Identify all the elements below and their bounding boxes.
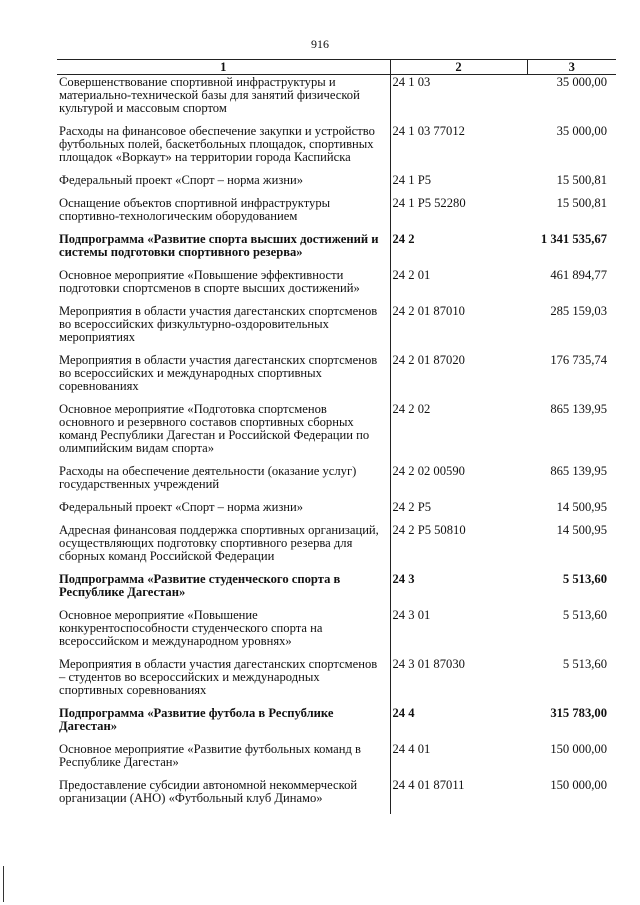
row-name: Мероприятия в области участия дагестанских спортсменов во всероссийских физкультурно-оздоровительных мероприятиях [59, 304, 378, 344]
row-name: Основное мероприятие «Развитие футбольных команд в Республике Дагестан» [59, 742, 361, 769]
margin-mark [3, 866, 4, 902]
row-code: 24 2 02 [390, 402, 527, 464]
row-code: 24 3 01 [390, 608, 527, 657]
row-code: 24 2 P5 [390, 500, 527, 523]
row-code: 24 2 01 87010 [390, 304, 527, 353]
table-row [57, 608, 616, 657]
row-code: 24 2 P5 50810 [390, 523, 527, 572]
table-row [57, 173, 616, 196]
row-name: Основное мероприятие «Повышение эффективности подготовки спортсменов в спорте высших достижений» [59, 268, 360, 295]
page-number: 916 [311, 37, 329, 51]
row-code: 24 4 01 [390, 742, 527, 778]
table-row [57, 232, 616, 268]
row-name: Подпрограмма «Развитие спорта высших достижений и системы подготовки спортивного резерва» [59, 232, 379, 259]
table-row [57, 742, 616, 778]
row-name: Совершенствование спортивной инфраструктуры и материально-технической базы для занятий физической культурой и массовым спортом [59, 75, 360, 115]
row-code: 24 4 01 87011 [390, 778, 527, 814]
row-amount: 865 139,95 [550, 402, 607, 416]
table-row [57, 268, 616, 304]
table-body [57, 75, 616, 815]
row-amount: 35 000,00 [556, 124, 607, 138]
column-header-1: 1 [57, 60, 390, 75]
column-header-3: 3 [527, 60, 616, 75]
row-code: 24 3 01 87030 [390, 657, 527, 706]
row-amount: 35 000,00 [556, 75, 607, 89]
table-row [57, 75, 616, 125]
row-name: Предоставление субсидии автономной некоммерческой организации (АНО) «Футбольный клуб Динамо» [59, 778, 358, 805]
column-header-2: 2 [390, 60, 527, 75]
row-amount: 150 000,00 [550, 742, 607, 756]
row-code: 24 3 [390, 572, 527, 608]
row-name: Мероприятия в области участия дагестанских спортсменов во всероссийских и международных спортивных соревнованиях [59, 353, 378, 393]
budget-table [57, 59, 616, 814]
row-name: Мероприятия в области участия дагестанских спортсменов – студентов во всероссийских и международных спортивных соревнованиях [59, 657, 378, 697]
table-row [57, 778, 616, 814]
row-name: Расходы на обеспечение деятельности (оказание услуг) государственных учреждений [59, 464, 357, 491]
row-amount: 15 500,81 [556, 173, 607, 187]
table-row [57, 402, 616, 464]
row-name: Подпрограмма «Развитие студенческого спорта в Республике Дагестан» [59, 572, 341, 599]
row-amount: 15 500,81 [556, 196, 607, 210]
row-code: 24 2 02 00590 [390, 464, 527, 500]
row-code: 24 1 P5 [390, 173, 527, 196]
table-row [57, 464, 616, 500]
table-row [57, 124, 616, 173]
row-amount: 14 500,95 [556, 500, 607, 514]
row-name: Основное мероприятие «Подготовка спортсменов основного и резервного составов спортивных сборных команд Республики Дагестан и Российской Федерации по олимпийским видам спорта» [59, 402, 370, 455]
row-name: Федеральный проект «Спорт – норма жизни» [59, 173, 304, 187]
row-amount: 5 513,60 [562, 572, 607, 586]
table-row [57, 304, 616, 353]
row-code: 24 1 03 77012 [390, 124, 527, 173]
row-amount: 315 783,00 [550, 706, 607, 720]
row-code: 24 1 P5 52280 [390, 196, 527, 232]
row-name: Подпрограмма «Развитие футбола в Республике Дагестан» [59, 706, 334, 733]
row-amount: 5 513,60 [562, 608, 607, 622]
table-row [57, 523, 616, 572]
row-code: 24 2 01 87020 [390, 353, 527, 402]
row-amount: 461 894,77 [550, 268, 607, 282]
table-header-row [57, 60, 616, 75]
row-code: 24 2 [390, 232, 527, 268]
row-amount: 1 341 535,67 [540, 232, 607, 246]
table-row [57, 500, 616, 523]
table-row [57, 657, 616, 706]
table-row [57, 196, 616, 232]
row-code: 24 2 01 [390, 268, 527, 304]
row-amount: 285 159,03 [550, 304, 607, 318]
row-amount: 5 513,60 [562, 657, 607, 671]
row-code: 24 4 [390, 706, 527, 742]
table-row [57, 706, 616, 742]
row-code: 24 1 03 [390, 75, 527, 125]
row-name: Основное мероприятие «Повышение конкурентоспособности студенческого спорта на всероссийском и международном уровнях» [59, 608, 323, 648]
row-amount: 14 500,95 [556, 523, 607, 537]
table-row [57, 353, 616, 402]
table-row [57, 572, 616, 608]
row-name: Федеральный проект «Спорт – норма жизни» [59, 500, 304, 514]
row-name: Адресная финансовая поддержка спортивных организаций, осуществляющих подготовку спортивного резерва для сборных команд Российской Федерации [59, 523, 379, 563]
row-name: Расходы на финансовое обеспечение закупки и устройство футбольных полей, баскетбольных площадок, спортивных площадок «Воркаут» на территории города Каспийска [59, 124, 375, 164]
row-name: Оснащение объектов спортивной инфраструктуры спортивно-технологическим оборудованием [59, 196, 331, 223]
row-amount: 176 735,74 [550, 353, 607, 367]
row-amount: 865 139,95 [550, 464, 607, 478]
row-amount: 150 000,00 [550, 778, 607, 792]
